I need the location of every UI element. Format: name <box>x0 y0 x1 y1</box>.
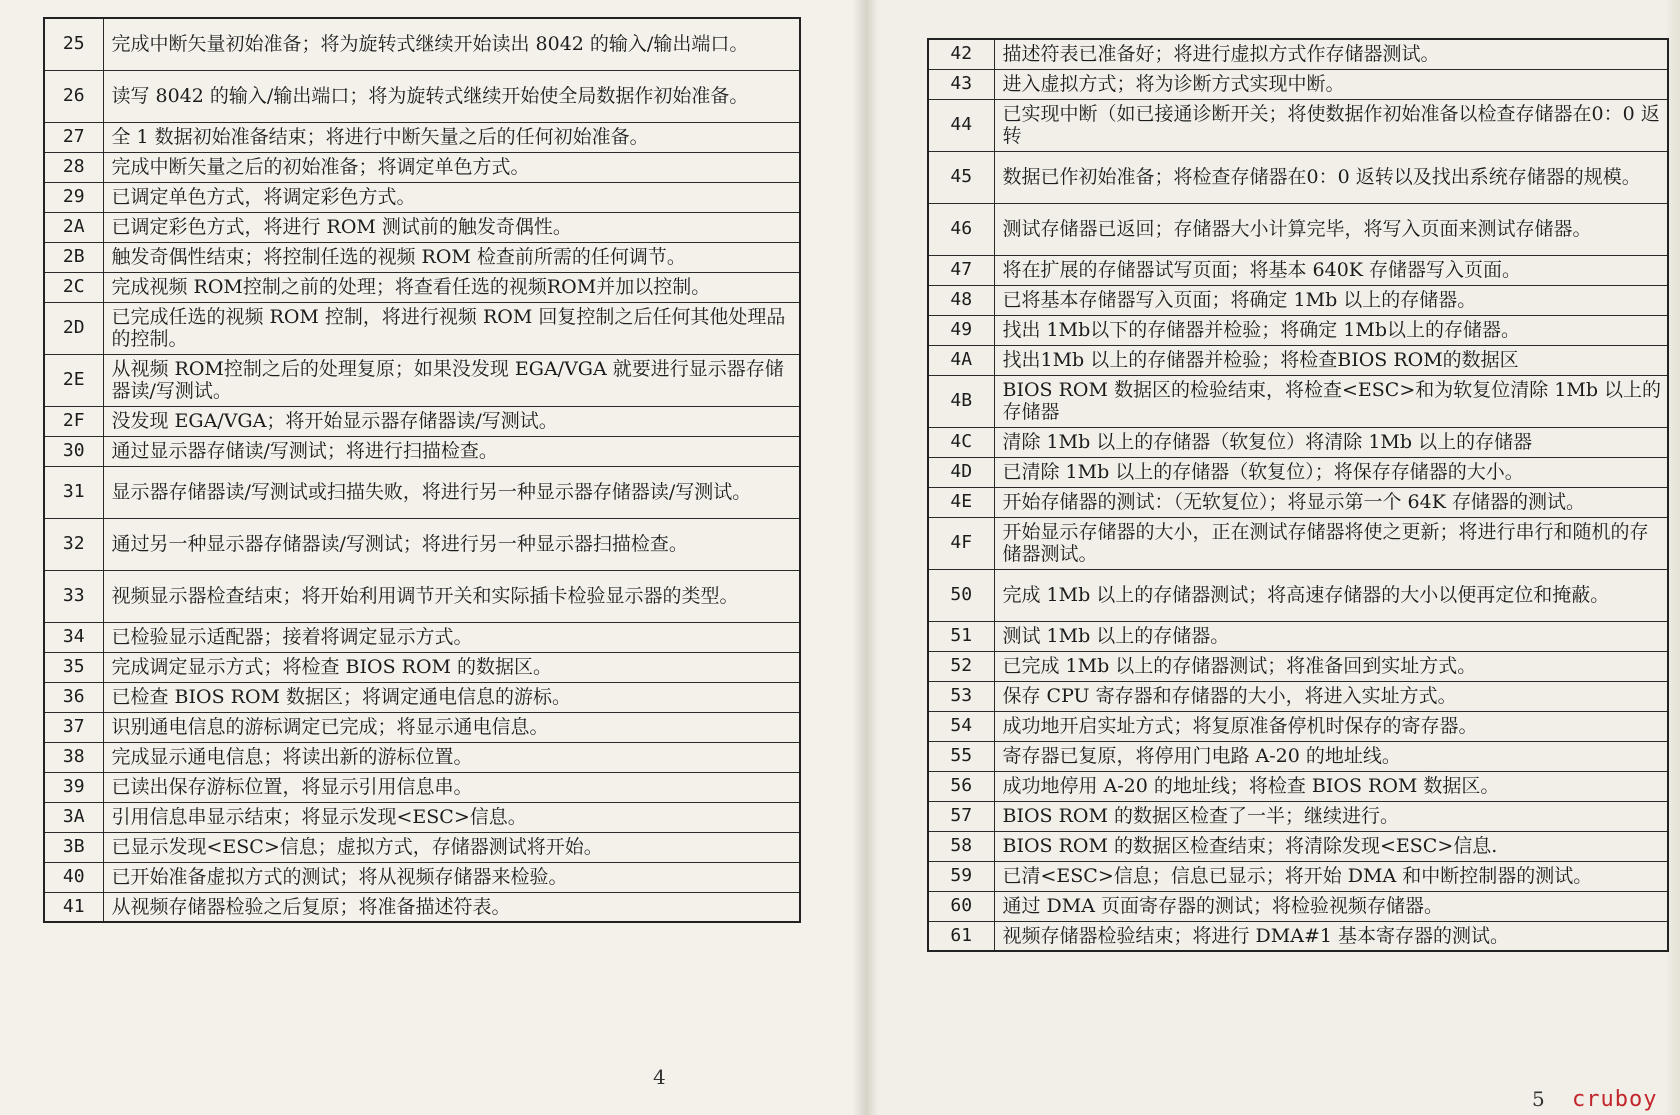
table-row <box>928 69 1668 99</box>
post-code-description: 没发现 EGA/VGA；将开始显示器存储器读/写测试。 <box>103 406 800 436</box>
post-code: 2A <box>44 212 103 242</box>
post-code-description: 完成 1Mb 以上的存储器测试；将高速存储器的大小以便再定位和掩蔽。 <box>994 569 1668 621</box>
post-code-description: 完成中断矢量之后的初始准备；将调定单色方式。 <box>103 152 800 182</box>
table-row <box>44 466 800 518</box>
post-code: 35 <box>44 652 103 682</box>
post-code-description: 通过另一种显示器存储器读/写测试；将进行另一种显示器扫描检查。 <box>103 518 800 570</box>
post-code: 2D <box>44 302 103 354</box>
post-code: 3B <box>44 832 103 862</box>
post-code: 44 <box>928 99 994 151</box>
table-row <box>928 891 1668 921</box>
post-code: 53 <box>928 681 994 711</box>
post-code-description: 完成视频 ROM控制之前的处理；将查看任选的视频ROM并加以控制。 <box>103 272 800 302</box>
post-code-description: 描述符表已准备好；将进行虚拟方式作存储器测试。 <box>994 39 1668 69</box>
table-row <box>928 39 1668 69</box>
table-row <box>44 682 800 712</box>
post-code-description: 引用信息串显示结束；将显示发现<ESC>信息。 <box>103 802 800 832</box>
post-code: 54 <box>928 711 994 741</box>
table-row <box>44 182 800 212</box>
table-row <box>928 861 1668 891</box>
post-code: 4F <box>928 517 994 569</box>
post-code: 42 <box>928 39 994 69</box>
post-code: 4B <box>928 375 994 427</box>
post-code: 2C <box>44 272 103 302</box>
post-code: 4A <box>928 345 994 375</box>
post-code: 25 <box>44 18 103 70</box>
post-code: 38 <box>44 742 103 772</box>
post-code-description: BIOS ROM 的数据区检查结束；将清除发现<ESC>信息. <box>994 831 1668 861</box>
post-code: 43 <box>928 69 994 99</box>
table-row <box>928 457 1668 487</box>
post-code: 48 <box>928 285 994 315</box>
table-row <box>44 570 800 622</box>
table-row <box>928 255 1668 285</box>
post-code-description: 清除 1Mb 以上的存储器（软复位）将清除 1Mb 以上的存储器 <box>994 427 1668 457</box>
post-code: 59 <box>928 861 994 891</box>
table-row <box>44 518 800 570</box>
table-row <box>44 212 800 242</box>
post-code: 2E <box>44 354 103 406</box>
table-row <box>928 151 1668 203</box>
post-code: 51 <box>928 621 994 651</box>
table-row <box>44 122 800 152</box>
post-code-description: 触发奇偶性结束；将控制任选的视频 ROM 检查前所需的任何调节。 <box>103 242 800 272</box>
post-code: 45 <box>928 151 994 203</box>
post-code: 4C <box>928 427 994 457</box>
post-code: 31 <box>44 466 103 518</box>
table-row <box>44 18 800 70</box>
post-code: 46 <box>928 203 994 255</box>
table-row <box>44 802 800 832</box>
table-row <box>928 375 1668 427</box>
post-code: 60 <box>928 891 994 921</box>
table-row <box>928 681 1668 711</box>
post-code: 49 <box>928 315 994 345</box>
table-row <box>44 652 800 682</box>
post-code-description: 保存 CPU 寄存器和存储器的大小，将进入实址方式。 <box>994 681 1668 711</box>
table-row <box>928 487 1668 517</box>
table-row <box>928 203 1668 255</box>
post-code: 30 <box>44 436 103 466</box>
left-post-code-table <box>43 17 801 923</box>
page-number-left: 4 <box>653 1065 666 1089</box>
post-code-description: 通过 DMA 页面寄存器的测试；将检验视频存储器。 <box>994 891 1668 921</box>
table-row <box>44 354 800 406</box>
post-code: 32 <box>44 518 103 570</box>
table-row <box>928 569 1668 621</box>
table-row <box>928 345 1668 375</box>
table-row <box>44 152 800 182</box>
post-code-description: 已完成 1Mb 以上的存储器测试；将准备回到实址方式。 <box>994 651 1668 681</box>
post-code-description: 视频显示器检查结束；将开始利用调节开关和实际插卡检验显示器的类型。 <box>103 570 800 622</box>
table-row <box>928 315 1668 345</box>
post-code-description: 进入虚拟方式；将为诊断方式实现中断。 <box>994 69 1668 99</box>
post-code: 55 <box>928 741 994 771</box>
post-code-description: 已将基本存储器写入页面；将确定 1Mb 以上的存储器。 <box>994 285 1668 315</box>
post-code-description: 已清<ESC>信息；信息已显示；将开始 DMA 和中断控制器的测试。 <box>994 861 1668 891</box>
table-row <box>44 712 800 742</box>
table-row <box>928 801 1668 831</box>
table-row <box>44 742 800 772</box>
table-row <box>928 831 1668 861</box>
post-code-description: 已开始准备虚拟方式的测试；将从视频存储器来检验。 <box>103 862 800 892</box>
post-code-description: 已显示发现<ESC>信息；虚拟方式，存储器测试将开始。 <box>103 832 800 862</box>
post-code: 57 <box>928 801 994 831</box>
table-row <box>928 99 1668 151</box>
post-code: 4D <box>928 457 994 487</box>
table-row <box>928 741 1668 771</box>
post-code: 39 <box>44 772 103 802</box>
post-code: 26 <box>44 70 103 122</box>
post-code-description: 完成调定显示方式；将检查 BIOS ROM 的数据区。 <box>103 652 800 682</box>
post-code: 52 <box>928 651 994 681</box>
post-code: 34 <box>44 622 103 652</box>
table-row <box>44 436 800 466</box>
book-gutter <box>852 0 878 1115</box>
post-code: 40 <box>44 862 103 892</box>
post-code-description: 数据已作初始准备；将检查存储器在0：0 返转以及找出系统存储器的规模。 <box>994 151 1668 203</box>
post-code: 41 <box>44 892 103 922</box>
table-row <box>928 771 1668 801</box>
post-code-description: 通过显示器存储读/写测试；将进行扫描检查。 <box>103 436 800 466</box>
post-code: 3A <box>44 802 103 832</box>
post-code-description: BIOS ROM 数据区的检验结束，将检查<ESC>和为软复位清除 1Mb 以上的存储器 <box>994 375 1668 427</box>
table-row <box>44 772 800 802</box>
page-number-right: 5 <box>1532 1087 1545 1111</box>
post-code-description: 找出1Mb 以上的存储器并检验；将检查BIOS ROM的数据区 <box>994 345 1668 375</box>
table-row <box>928 285 1668 315</box>
post-code: 2F <box>44 406 103 436</box>
table-row <box>928 621 1668 651</box>
post-code: 37 <box>44 712 103 742</box>
post-code-description: 从视频 ROM控制之后的处理复原；如果没发现 EGA/VGA 就要进行显示器存储器读/写测试。 <box>103 354 800 406</box>
table-row <box>928 921 1668 951</box>
post-code-description: 从视频存储器检验之后复原；将准备描述符表。 <box>103 892 800 922</box>
post-code: 61 <box>928 921 994 951</box>
post-code-description: 将在扩展的存储器试写页面；将基本 640K 存储器写入页面。 <box>994 255 1668 285</box>
post-code-description: 已检验显示适配器；接着将调定显示方式。 <box>103 622 800 652</box>
post-code-description: 测试 1Mb 以上的存储器。 <box>994 621 1668 651</box>
post-code-description: 成功地开启实址方式；将复原准备停机时保存的寄存器。 <box>994 711 1668 741</box>
post-code-description: 找出 1Mb以下的存储器并检验；将确定 1Mb以上的存储器。 <box>994 315 1668 345</box>
post-code: 28 <box>44 152 103 182</box>
post-code-description: 已清除 1Mb 以上的存储器（软复位）；将保存存储器的大小。 <box>994 457 1668 487</box>
post-code-description: 已实现中断（如已接通诊断开关；将使数据作初始准备以检查存储器在0：0 返转 <box>994 99 1668 151</box>
post-code-description: 已调定彩色方式，将进行 ROM 测试前的触发奇偶性。 <box>103 212 800 242</box>
post-code-description: 已调定单色方式，将调定彩色方式。 <box>103 182 800 212</box>
post-code: 56 <box>928 771 994 801</box>
post-code: 29 <box>44 182 103 212</box>
post-code-description: 已完成任选的视频 ROM 控制，将进行视频 ROM 回复控制之后任何其他处理品的控制。 <box>103 302 800 354</box>
post-code-description: 测试存储器已返回；存储器大小计算完毕，将写入页面来测试存储器。 <box>994 203 1668 255</box>
post-code-description: 开始存储器的测试：（无软复位）；将显示第一个 64K 存储器的测试。 <box>994 487 1668 517</box>
post-code: 50 <box>928 569 994 621</box>
watermark-text: cruboy <box>1572 1087 1658 1112</box>
table-row <box>44 272 800 302</box>
table-row <box>928 517 1668 569</box>
post-code-description: 视频存储器检验结束；将进行 DMA#1 基本寄存器的测试。 <box>994 921 1668 951</box>
post-code-description: 成功地停用 A-20 的地址线；将检查 BIOS ROM 数据区。 <box>994 771 1668 801</box>
post-code-description: 完成中断矢量初始准备；将为旋转式继续开始读出 8042 的输入/输出端口。 <box>103 18 800 70</box>
post-code: 36 <box>44 682 103 712</box>
table-row <box>44 70 800 122</box>
post-code-description: 已检查 BIOS ROM 数据区；将调定通电信息的游标。 <box>103 682 800 712</box>
post-code-description: 读写 8042 的输入/输出端口；将为旋转式继续开始使全局数据作初始准备。 <box>103 70 800 122</box>
post-code: 58 <box>928 831 994 861</box>
right-post-code-table <box>927 38 1669 952</box>
table-row <box>44 832 800 862</box>
post-code-description: 寄存器已复原，将停用门电路 A-20 的地址线。 <box>994 741 1668 771</box>
table-row <box>44 892 800 922</box>
table-row <box>44 862 800 892</box>
post-code: 2B <box>44 242 103 272</box>
table-row <box>928 651 1668 681</box>
table-row <box>44 622 800 652</box>
post-code-description: 识别通电信息的游标调定已完成；将显示通电信息。 <box>103 712 800 742</box>
post-code-description: 已读出保存游标位置，将显示引用信息串。 <box>103 772 800 802</box>
post-code-description: 全 1 数据初始准备结束；将进行中断矢量之后的任何初始准备。 <box>103 122 800 152</box>
post-code: 47 <box>928 255 994 285</box>
table-row <box>44 302 800 354</box>
post-code-description: 完成显示通电信息；将读出新的游标位置。 <box>103 742 800 772</box>
post-code: 27 <box>44 122 103 152</box>
table-row <box>928 711 1668 741</box>
post-code-description: 显示器存储器读/写测试或扫描失败，将进行另一种显示器存储器读/写测试。 <box>103 466 800 518</box>
table-row <box>44 242 800 272</box>
table-row <box>44 406 800 436</box>
table-row <box>928 427 1668 457</box>
post-code: 33 <box>44 570 103 622</box>
post-code-description: 开始显示存储器的大小，正在测试存储器将使之更新；将进行串行和随机的存储器测试。 <box>994 517 1668 569</box>
post-code: 4E <box>928 487 994 517</box>
post-code-description: BIOS ROM 的数据区检查了一半；继续进行。 <box>994 801 1668 831</box>
